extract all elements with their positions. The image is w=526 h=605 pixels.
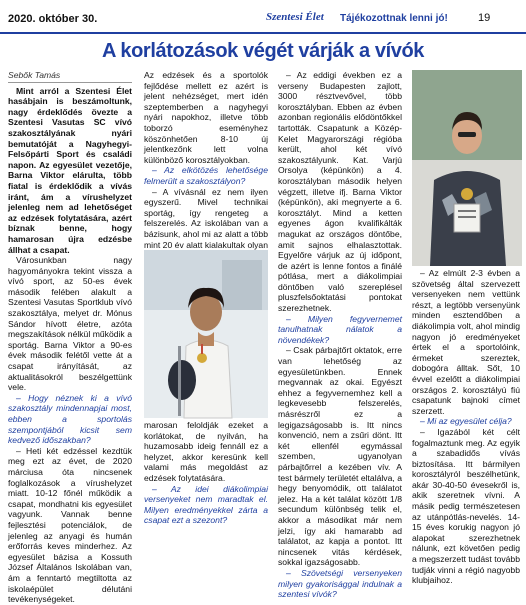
article-column-2-continued — [144, 420, 268, 526]
paragraph: – Mi az egyesület célja? — [420, 416, 512, 427]
paragraph: – Milyen fegyvernemet tanulhatnak nálatok a növendékek? — [278, 313, 402, 345]
newspaper-logo: Szentesi Élet — [266, 11, 324, 23]
column-2b-body — [144, 420, 268, 526]
issue-date: 2020. október 30. — [8, 13, 98, 25]
paragraph: – Az elkötözés lehetősége felmerült a szakosztályon? — [144, 165, 268, 186]
header-slogan: Tájékozottnak lenni jó! — [340, 13, 448, 24]
article-column-4 — [412, 268, 520, 586]
column-3-body — [278, 70, 402, 600]
paragraph: – Hogy néznek ki a vívó szakosztály mindennapjai most, ebben a sportolás szempontjából kicsit sem kedvező időszakban? — [8, 392, 132, 446]
column-1-body — [8, 86, 132, 605]
article-column-2 — [144, 70, 268, 250]
article-title: A korlátozások végét várják a vívók — [101, 40, 425, 62]
paragraph: – Az elmúlt 2-3 évben a szövetség által szervezett versenyeken nem vettünk részt, a legtöbb versenyünk minden esztendőben a diákolimpia volt, ahol mindig nagyon jó eredményeket értek el a sportolóink, érmeket szereztek, dobogóra álltak. Sőt, 10 évvel ezelőtt a diákolimpiai országos 2. korosztályú fiú csapatunk bajnoki címet szerzett. — [412, 268, 520, 416]
paragraph: – Az eddigi években ez a verseny Budapesten zajlott, 3000 résztvevővel, több korosztályban. Ebben az évben azonban regionális elődöntőkkel tartották. Csapatunk a Közép-Kelet Magyarországi régióba került, ahol két vívó szakosztályunk. Kat. Varjú Orsolya (képünkön) a 4. korosztályban második helyen végzett, illetve ifj. Barna Viktor (képünkön), aki megnyerte a 6. korosztályt. Mind a ketten egyenes ágon kvalifikálták magukat az országos döntőbe, amit sajnos elhalasztottak. Egyelőre várjuk az új időpont, de azért is lenne fontos a finálé pótlása, mert a diákolimpiai döntőben való szereplésel pluszfelsőoktatási pontokat szerezhetnek. — [278, 70, 402, 314]
boy-fencer-illustration — [412, 70, 522, 266]
paragraph: Városunkban nagy hagyományokra tekint vissza a vívó sport, az 50-es évek második felében alakult a Szentesi Vasutas Sportklub vívó szakosztálya, melyet dr. Mónus Sándor hívott életre, azóta megszakítások nélkül működik a sportág. Barna Viktor a 90-es évek második felétől vette át a csapat irányítását, az aktualitásokról beszélgettünk vele. — [8, 255, 132, 393]
photo-girl-fencer — [144, 250, 268, 418]
column-4-body — [412, 268, 520, 586]
photo-boy-fencer — [412, 70, 522, 266]
paragraph: – Csak párbajtőrt oktatok, erre van lehetőség az egyesületünkben. Ennek megvannak az okai. Egyészt ehhez a fegyvernemhez kell a legkevesebb felszerelés, másrészről ez a legigazságosabb is. Itt nincs konvenció, nem a zsűri dönt. Itt két ellenfél egymással szemben, ugyanolyan párbajtőrrel a kezében vív. A test bármely területét eltalálva, a hegy benyomódik, ott találatot jelez. Ha a két találat között 1/8 secundum különbség telik el, akkor a másodikat már nem jelzi, így aki hamarabb ad találatot, az kapja a pontot. Itt nincsenek vitás kérdések, sokkal igazságosabb. — [278, 345, 402, 568]
header-divider — [0, 32, 526, 34]
girl-fencer-illustration — [144, 250, 268, 418]
page-number: 19 — [478, 12, 491, 24]
paragraph: – Heti két edzéssel kezdtük meg ezt az évet, de 2020 márciusa óta nincsenek foglalkozások a vírushelyzet miatt. 10-12 főnél működik a csapat, mondhatni kis egyesület vagyunk. Vannak benne fejlesztési potenciálok, de jelenleg az anyagi és humán erőforrás keves minderhez. Az egyesület bázisa a Kossuth József Általános Iskolában van, ám a fenntartó megtiltotta az iskolaépület délutáni tevékenységeket. — [8, 445, 132, 605]
article-column-1 — [8, 70, 132, 605]
paragraph: – A vívásnál ez nem ilyen egyszerű. Mivel technikai sportág, így rengeteg a felszerelés. Az iskolában van a bázisunk, ahol mi az alatt a több mint 20 év alatt kialakultak olyan — [144, 186, 268, 250]
paragraph: – Igazából két célt fogalmaztunk meg. Az egyik a szabadidős vívás biztosítása. Itt bármilyen korosztályról beszélhetünk, akár 30-40-50 évesekről is, akik szeretnek vívni. A másik pedig természetesen az utánpótlás-nevelés. 14-15 éves korukig nagyon jó alapokat szerezhetnek nálunk, ezt követően pedig a megszerzett tudást tovább tudják vinni a régió nagyobb klubjaihoz. — [412, 426, 520, 586]
paragraph: Az edzések és a sportolók fejlődése mellett ez azért is jelent nehézséget, mert idén szeptemberben a nagyhegyi nyári napokhoz, illetve több toborzó eseményhez köszönhetően 8-10 új jelentkezőnk lett volna különböző korosztályokban. — [144, 70, 268, 165]
paragraph: – Szövetségi versenyeken milyen gyakorisággal indulnak a szentesi vívók? — [278, 567, 402, 600]
article-author: Sebők Tamás — [8, 70, 132, 83]
paragraph: marosan feloldják ezeket a korlátokat, de nyilván, ha huzamosabb ideig fennáll ez a helyzet, akkor keresünk kell valami más megoldást az edzések folytatására. — [144, 420, 268, 483]
paragraph: – Az idei diákolimpiai versenyeket nem maradtak el. Milyen eredményekkel zárta a csapat ezt a szezont? — [144, 483, 268, 526]
article-column-3 — [278, 70, 402, 600]
paragraph: Mint arról a Szentesi Élet hasábjain is beszámoltunk, nagy érdeklődés övezte a Szentesi Vasutas SC vívó szakosztályának nyári bemutatóját a Nagyhegyi-Felsőpárti Sport és családi napon. Az egyesület vezetője, Barna Viktor elárulta, több fiatal is érdeklődik a vívás iránt, ám a vírushelyzet jelenleg nem ad lehetőséget az edzések folytatására, azért bíznak benne, hogy hamarosan újra edzésbe állhat a csapat. — [8, 85, 132, 255]
page-header — [0, 0, 526, 32]
